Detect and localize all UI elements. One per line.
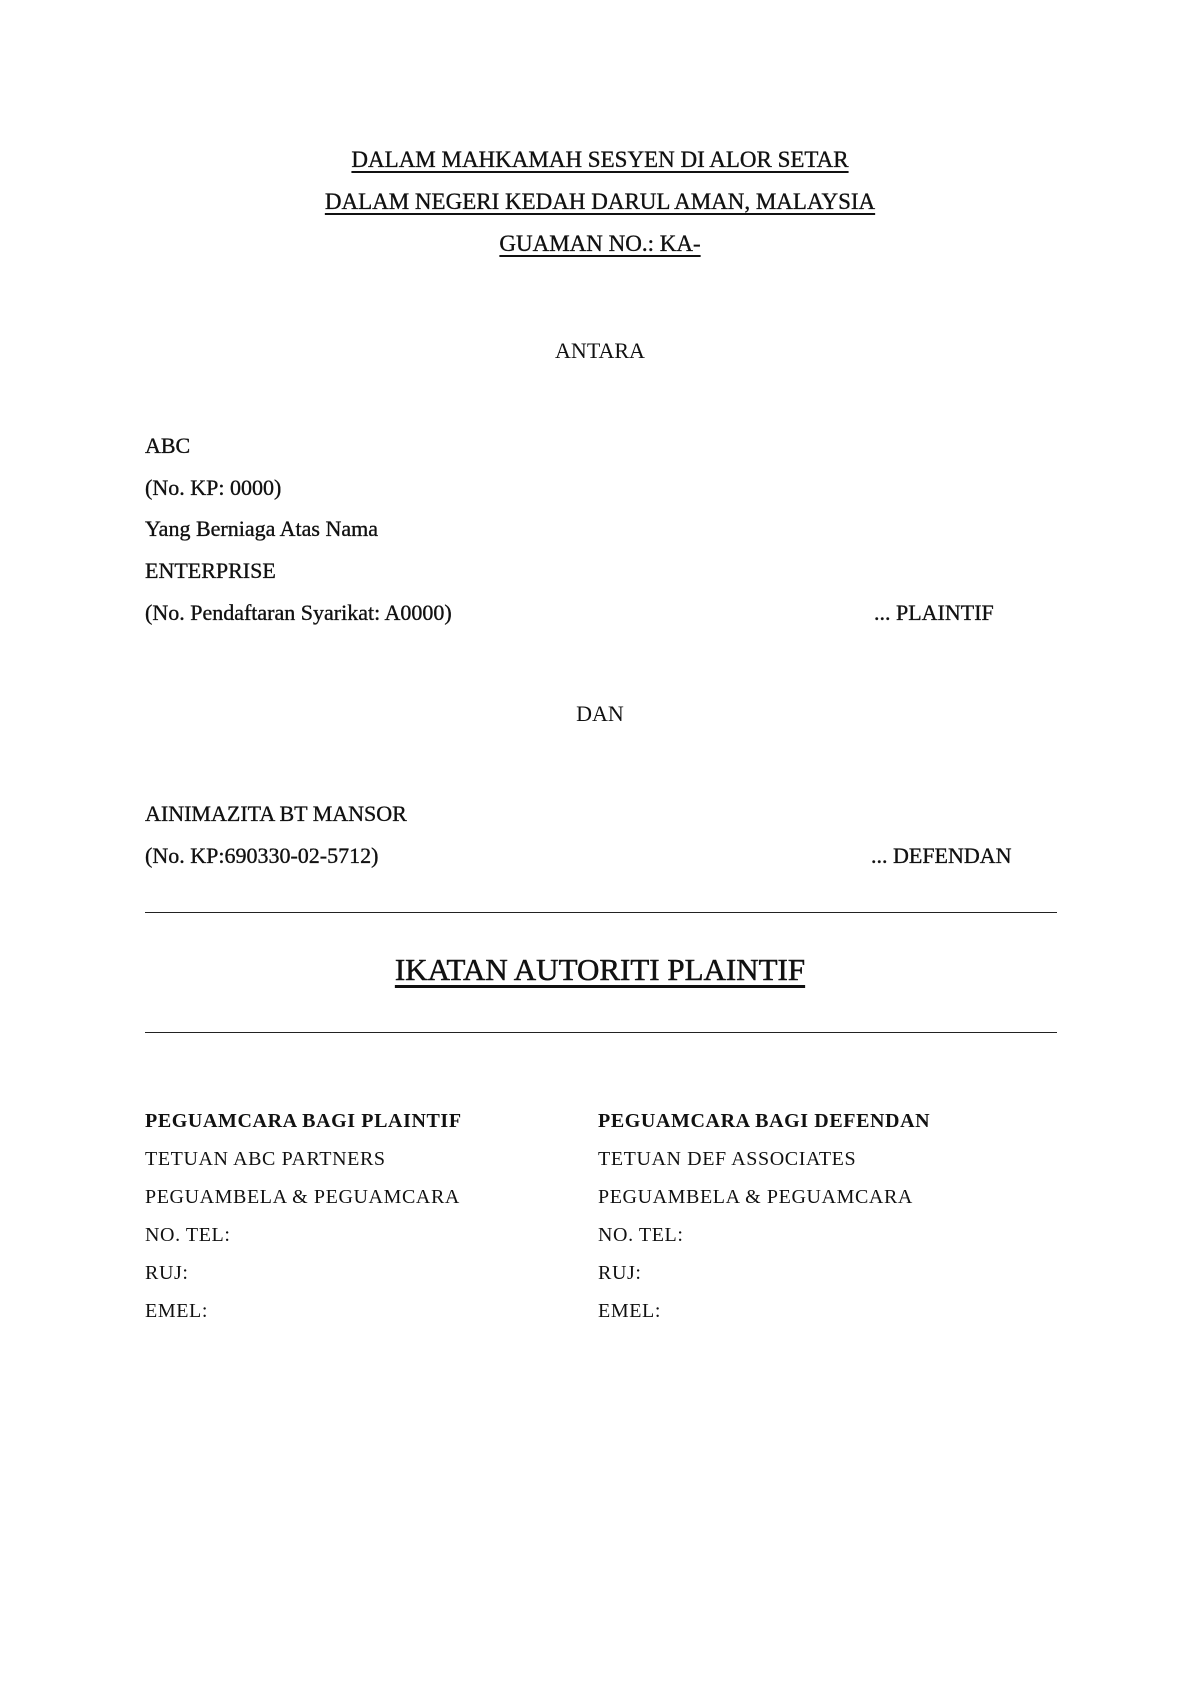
title-bottom-rule (145, 1032, 1057, 1033)
defendant-counsel-ref: RUJ: (598, 1262, 642, 1284)
defendant-counsel-tel: NO. TEL: (598, 1224, 684, 1246)
plaintiff-role: ... PLAINTIF (874, 600, 994, 625)
plaintiff-trading-as: Yang Berniaga Atas Nama (145, 516, 378, 541)
defendant-name: AINIMAZITA BT MANSOR (145, 801, 407, 826)
plaintiff-ic-number: (No. KP: 0000) (145, 475, 282, 500)
court-name-line: DALAM MAHKAMAH SESYEN DI ALOR SETAR (351, 147, 849, 172)
court-state-line: DALAM NEGERI KEDAH DARUL AMAN, MALAYSIA (324, 189, 876, 214)
defendant-counsel-heading: PEGUAMCARA BAGI DEFENDAN (598, 1110, 931, 1132)
plaintiff-counsel-firm: TETUAN ABC PARTNERS (145, 1148, 386, 1170)
defendant-counsel-email: EMEL: (598, 1300, 661, 1322)
plaintiff-counsel-designation: PEGUAMBELA & PEGUAMCARA (145, 1186, 460, 1208)
defendant-counsel-firm: TETUAN DEF ASSOCIATES (598, 1148, 857, 1170)
defendant-role: ... DEFENDAN (871, 843, 1012, 868)
plaintiff-counsel-ref: RUJ: (145, 1262, 189, 1284)
defendant-ic-number: (No. KP:690330-02-5712) (145, 843, 379, 868)
plaintiff-counsel-block (145, 1102, 585, 1330)
between-label: ANTARA (555, 338, 645, 363)
plaintiff-counsel-heading: PEGUAMCARA BAGI PLAINTIF (145, 1110, 462, 1132)
defendant-counsel-designation: PEGUAMBELA & PEGUAMCARA (598, 1186, 913, 1208)
plaintiff-registration-number: (No. Pendaftaran Syarikat: A0000) (145, 600, 452, 625)
defendant-counsel-block (598, 1102, 1038, 1330)
and-label: DAN (576, 701, 624, 726)
plaintiff-counsel-tel: NO. TEL: (145, 1224, 231, 1246)
document-title: IKATAN AUTORITI PLAINTIF (394, 952, 806, 987)
plaintiff-counsel-email: EMEL: (145, 1300, 208, 1322)
title-top-rule (145, 912, 1057, 913)
plaintiff-business-name: ENTERPRISE (145, 558, 276, 583)
plaintiff-name: ABC (145, 433, 191, 458)
suit-number-line: GUAMAN NO.: KA- (499, 231, 701, 256)
